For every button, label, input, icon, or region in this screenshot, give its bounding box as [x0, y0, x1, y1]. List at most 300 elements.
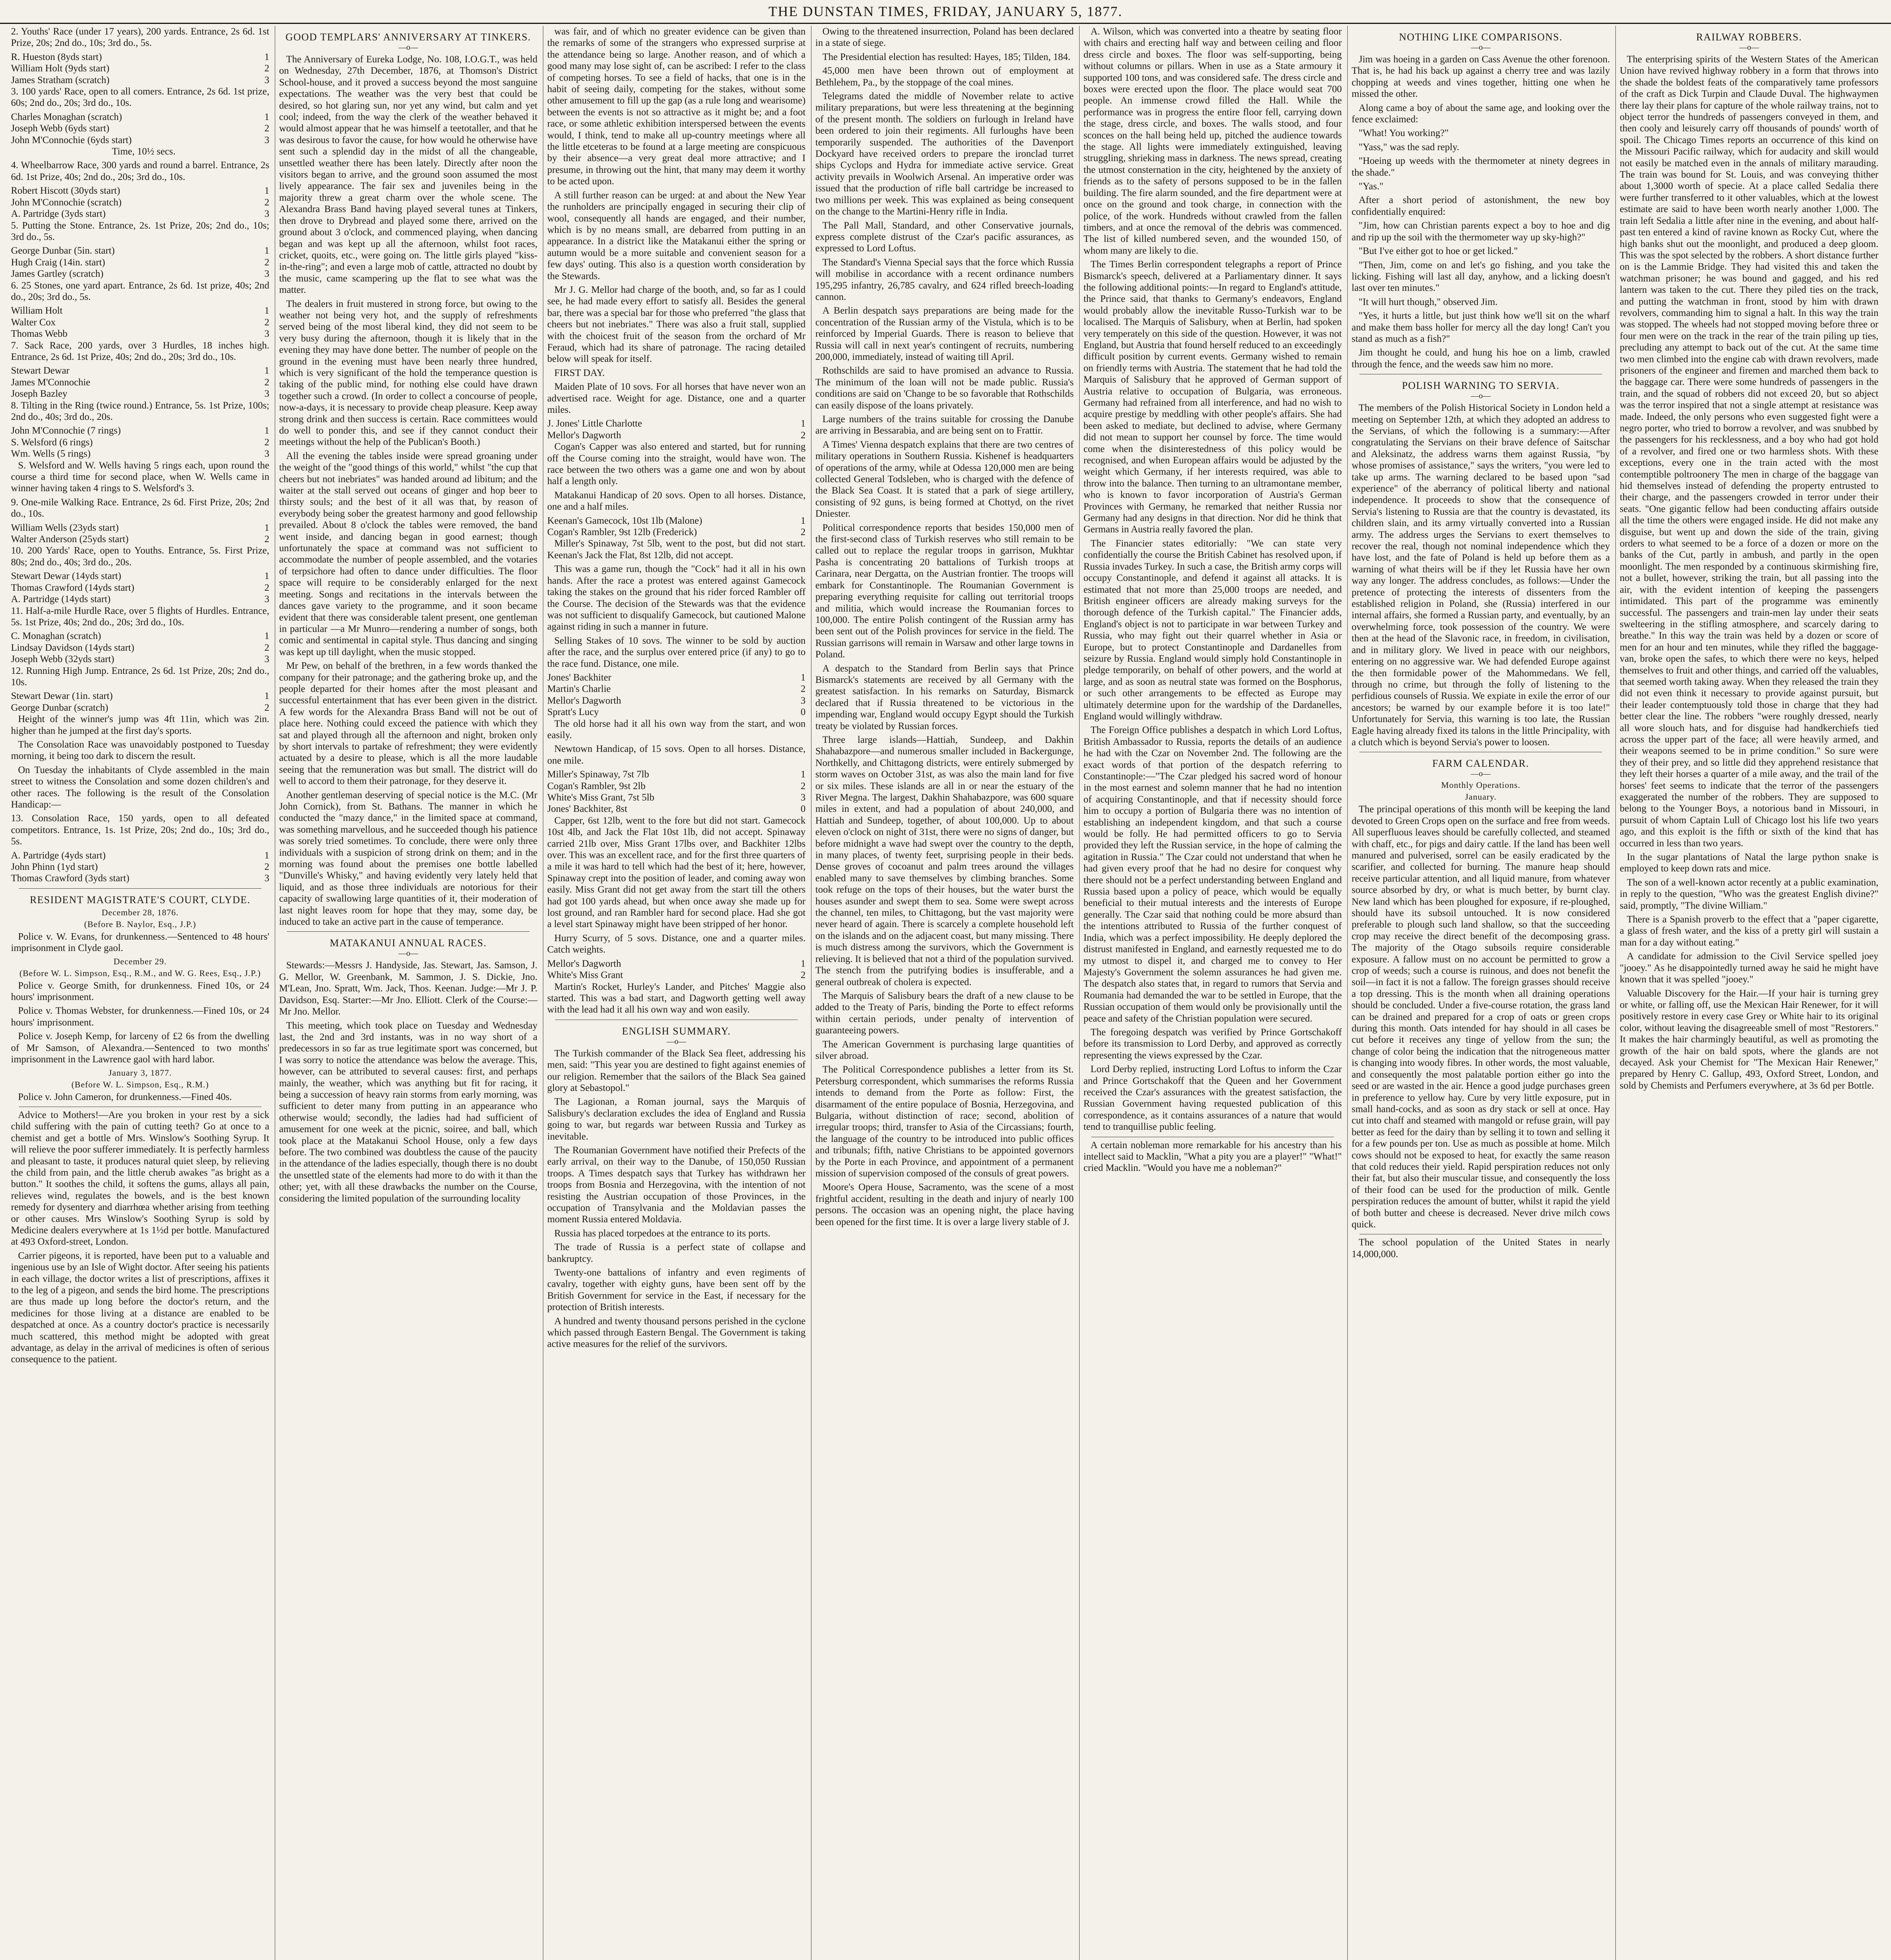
- race-heading: 4. Wheelbarrow Race, 300 yards and round a barrel. Entrance, 2s 6d. 1st Prize, 40s; 2nd do., 20s; 3rd do., 10s.: [11, 160, 269, 182]
- result-entry: [11, 208, 269, 220]
- article-paragraph: The dealers in fruit mustered in strong force, but owing to the weather not being very hot, and the supply of refreshments served being of the most liberal kind, they did not seem to be very busy during the afternoon, though it is likely that in the evening they may have done better. The number of people on the ground in the evening must have been nearly three hundred, which is very significant of the hold the temperance question is taking of the public mind, for nothing else could have drawn together such a crowd. (In order to collect a concourse of people, now-a-days, it is necessary to provide cheap pleasure. Keep away strong drink and then success is certain. Race committees would do well to ponder this, and see if they cannot conduct their meetings without the help of the Publican's Booth.): [279, 298, 537, 448]
- result-list: [11, 690, 269, 713]
- entrant-name: John M'Connochie (6yds start): [11, 134, 132, 145]
- result-entry: [11, 328, 269, 339]
- article-paragraph: The American Government is purchasing large quantities of silver abroad.: [815, 1039, 1074, 1061]
- result-entry: [11, 377, 269, 388]
- placing: 2: [800, 527, 806, 538]
- race-heading: 12. Running High Jump. Entrance, 2s 6d. 1st Prize, 20s; 2nd do., 10s.: [11, 665, 269, 688]
- column-6: [1348, 26, 1616, 1960]
- court-case: Police v. John Cameron, for drunkenness.—Fined 40s.: [18, 1091, 232, 1102]
- article-body: [547, 441, 806, 512]
- article-paragraph: A certain nobleman more remarkable for his ancestry than his intellect said to Macklin, "What a pity you are a player!" "What!" cried Macklin. "Would you have me a nobleman?": [1083, 1140, 1342, 1174]
- result-entry: [11, 63, 269, 74]
- result-entry: [11, 437, 269, 448]
- result-list: [547, 958, 806, 981]
- advertisement: Advice to Mothers!—Are you broken in your rest by a sick child suffering with the pain of cutting teeth? Go at once to a chemist and get a bottle of Mrs. Winslow's Soothing Syrup. It will relieve the poor sufferer immediately. It is perfectly harmless and pleasant to taste, it produces natural quiet sleep, by relieving the child from pain, and the little cherub awakes "as bright as a button." It soothes the child, it softens the gums, allays all pain, relieves wind, regulates the bowels, and is the best known remedy for dysentery and diarrhœa whether arising from teething or other causes. Mrs Winslow's Soothing Syrup is sold by Medicine dealers everywhere at 1s 1½d per bottle. Manufactured at 493 Oxford-street, London.: [11, 1109, 269, 1247]
- result-entry: [11, 185, 269, 196]
- result-entry: [547, 526, 806, 538]
- result-list: [11, 245, 269, 279]
- placing: 1: [264, 245, 269, 256]
- article-paragraph: The principal operations of this month will be keeping the land devoted to Green Crops open on the surface and free from weeds. All superfluous leaves should be carefully collected, and steamed with chaff, etc., for pigs and dairy cattle. If the land has been well manured and pulverised, sorrel can be easily eradicated by the scarifier, and collected for burning. The manure heap should receive particular attention, and all liquid manure, from whatever source absorbed by dry, or what is much better, by burnt clay. New land which has been ploughed for exposure, if re-ploughed, should have its subsoil untouched. It is now considered preferable to plough such land shallow, so that the succeeding crop may receive the direct benefit of the decomposing grass. The majority of the Otago subsoils require considerable exposure. A fallow must on no account be permitted to grow a crop of weeds; such a course is ruinous, and does not benefit the soil—in fact it is not a fallow. The foreign grasses should receive a top dressing. This is the month when all draining operations should be concluded. Under a five-course rotation, the grass land can be drained and prepared for a crop of oats or green crops during this month. Oats intended for hay should in all cases be cut before it receives any tinge of yellow from the sun; the change of color being the indication that the nitrogeneous matter is changing into woody fibres. In other words, the most valuable, and consequently the most palatable portion either go into the seed or are wasted in the air. Hence a good judge purchases green in preference to yellow hay. Cure by very little exposure, put in small hand-cocks, and as soon as dry stack or sell at once. Hay cut into chaff and steamed with mangold or refuse grain, will pay better as feed for the dairy than by selling it to town and selling it for a few pounds per ton. Use as much as possible at home. Milch cows should not be exposed to heat, for exactly the same reason that cold reduces their yield. Rapid perspiration reduces not only their fat, but also their muscular tissue, and consequently the loss of their food can be used for the production of milk. Gentle perspiration reduces the amount of butter, whilst it rapid the yield of both butter and cheese is decreased. Never drive milch cows quick.: [1352, 804, 1610, 1230]
- entrant-name: Thomas Webb: [11, 328, 68, 339]
- entrant-name: Stewart Dewar (1in. start): [11, 691, 113, 702]
- result-entry: [547, 515, 806, 526]
- article-paragraph: Cogan's Capper was also entered and started, but for running off the Course coming into the straight, would have won. The race between the two others was a game one and won by about half a length only.: [547, 441, 806, 487]
- result-list: [11, 365, 269, 399]
- race-heading: 3. 100 yards' Race, open to all comers. Entrance, 2s 6d. 1st prize, 60s; 2nd do., 20s; 3rd do., 10s.: [11, 86, 269, 109]
- result-list: [547, 769, 806, 815]
- article-paragraph: The Pall Mall, Standard, and other Conservative journals, express complete distrust of the Czar's pacific assurances, as expressed to Lord Loftus.: [815, 220, 1074, 254]
- result-entry: [547, 672, 806, 683]
- result-entry: [11, 642, 269, 653]
- result-entry: [547, 418, 806, 429]
- entrant-name: William Holt (9yds start): [11, 63, 110, 74]
- result-entry: [11, 305, 269, 316]
- entrant-name: Cogan's Rambler, 9st 12lb (Frederick): [547, 527, 697, 538]
- sub-heading: January.: [1465, 792, 1497, 802]
- court-case: Police v. Thomas Webster, for drunkenness.—Fined 10s, or 24 hours' imprisonment.: [11, 1005, 269, 1028]
- placing: 1: [264, 522, 269, 533]
- article-body: [547, 718, 806, 767]
- placing: 3: [264, 448, 269, 459]
- article-paragraph: The trade of Russia is a perfect state of collapse and bankruptcy.: [547, 1242, 806, 1264]
- article-paragraph: was fair, and of which no greater evidence can be given than the remarks of some of the strangers who expressed surprise at the attendance being so large. Another reason, and of which a good many may lose sight of, can be ascribed: I refer to the class of competing horses. To see a field of hacks, that one is in the habit of seeing daily, competing for the stakes, without some other amusement to fill up the gap (as a rule long and wearisome) between the events is not so attractive as it might be; and a foot race, or some athletic exhibition interspersed between the events would, I think, tend to make all up-country meetings where all the little etceteras to be found at a large meeting are conspicuous by their absence—a very great deal more attractive; and I presume, in throwing out the hint, that many may deem it worthy to be acted upon.: [547, 26, 806, 187]
- result-entry: [11, 873, 269, 884]
- entrant-name: Mellor's Dagworth: [547, 430, 621, 441]
- column-1: [7, 26, 275, 1960]
- race-heading: 10. 200 Yards' Race, open to Youths. Entrance, 5s. First Prize, 80s; 2nd do., 40s; 3rd do., 20s.: [11, 545, 269, 568]
- placing: 1: [264, 185, 269, 196]
- article-paragraph: Maiden Plate of 10 sovs. For all horses that have never won an advertised race. Weight for age. Distance, one and a quarter miles.: [547, 381, 806, 415]
- placing: 2: [264, 862, 269, 873]
- article-paragraph: Jim was hoeing in a garden on Cass Avenue the other forenoon. That is, he had his back up against a cherry tree and was lazily chopping at weeds and vines together, hitting one when he missed the other.: [1352, 54, 1610, 100]
- entrant-name: Lindsay Davidson (14yds start): [11, 642, 134, 653]
- article-paragraph: Three large islands—Hattiah, Sundeep, and Dakhin Shahabazpore—and numerous smaller included in Backergunge, Northkelly, and Chittagong districts, were entirely submerged by storm waves on October 31st, as was also the main land for five or six miles. These islands are all in or near the estuary of the River Megna. The largest, Dakhin Shahabazpore, was 600 square miles in extent, and had a population of about 240,000, and Hattiah and Sundeep, together, of about 100,000. Up to about eleven o'clock on night of 31st, there were no signs of danger, but before midnight a wave had swept over the country to the depth, in many places, of twenty feet, surprising people in their beds. Dense groves of cocoanut and palm trees around the villages enabled many to save themselves by climbing branches. Some took refuge on the tops of their houses, but the water burst the houses asunder and swept them to sea. Some were swept across the channel, ten miles, to Chittagong, but the vast majority were never heard of again. There is scarcely a complete household left on the islands and on the adjacent coast, but many missing. There is much distress among the survivors, which the Government is relieving. It is believed that not a third of the population survived. The stench from the putrifying bodies is insufferable, and a general outbreak of cholera is expected.: [815, 734, 1074, 987]
- section-heading: RESIDENT MAGISTRATE'S COURT, CLYDE.: [30, 894, 250, 906]
- article-paragraph: This meeting, which took place on Tuesday and Wednesday last, the 2nd and 3rd instants, was in no way short of a predecessors in so far as true legitimate sport was concerned, but I was sorry to notice the attendance was below the average. This, however, can be attributed to several causes: first, and perhaps mainly, the weather, which was anything but fit for racing, it being a succession of heavy rain storms from early morning, was sufficient to deter many from putting in an appearance who otherwise would; secondly, the ladies had had sufficient of amusement for one week at the picnic, soiree, and ball, which took place at the Matakanui School House, only a few days before. The two combined was doubtless the cause of the paucity in the attendance of the ladies especially, though there is no doubt the unsettled state of the elements had more to do with it than the other; yet, with all these drawbacks the number on the Course, considering the limited population of the surrounding locality: [279, 1020, 537, 1204]
- article-paragraph: "What! You working?": [1359, 128, 1449, 139]
- placing: 3: [264, 269, 269, 279]
- result-entry: [11, 134, 269, 146]
- result-entry: [11, 690, 269, 702]
- placing: 0: [800, 707, 806, 718]
- court-case: Police v. George Smith, for drunkenness. Fined 10s, or 24 hours' imprisonment.: [11, 980, 269, 1003]
- article-body: [547, 1048, 806, 1350]
- placing: 2: [800, 430, 806, 441]
- placing: 2: [264, 63, 269, 74]
- race-note: Height of the winner's jump was 4ft 11in, which was 2in. higher than he jumped at the first day's sports.: [11, 714, 269, 736]
- entrant-name: Mellor's Dagworth: [547, 958, 621, 969]
- entrant-name: George Dunbar (scratch): [11, 702, 109, 713]
- placing: 1: [800, 958, 806, 969]
- article-body: [1620, 54, 1878, 1091]
- article-body: [1352, 54, 1610, 370]
- masthead: [0, 0, 1891, 24]
- section-heading: GOOD TEMPLARS' ANNIVERSARY AT TINKERS.: [285, 31, 531, 43]
- article-paragraph: The enterprising spirits of the Western States of the American Union have revived highway robbery in a form that throws into the shade the boldest feats of the comparatively tame professors of the craft as Dick Turpin and Claude Duval. The highwaymen there lay their plans for capture of the whole railway trains, not to object terror the hundreds of passengers conveyed in them, and then cooly and leisurely carry off thousands of pounds' worth of spoil. The Chicago Times reports an occurrence of this kind on the Missouri Pacific railway, which for audacity and skill would not easily be matched even in the annals of military marauding. The train was bound for St. Louis, and was conveying thither about 1,3000 worth of specie. At a place called Sedalia there were further transferred to it other valuables, which at the lowest estimate are said to have been worth nearly another 1,000. The train left Sedalia a little after nine in the evening, and about half-past ten entered a kind of ravine known as Rocky Cut, where the high banks shut out the moonlight, and produced a deep gloom. This was the spot selected by the robbers. A short distance further on is the Lammie Bridge. They had visited this and taken the watchman prisoner; he was bound and gagged, and his red lantern was taken to the cut. There they piled ties on the track, and putting the watchman in front, stood by him with drawn revolvers, commanding him to signal a halt. In this way the train was stopped. The wheels had not stopped moving before three or four men were on the track in the rear of the train piling up ties, precluding any attempt to back out of the cut. At the same time two men climbed into the engine cab with drawn revolvers, made prisoners of the engineer and firemen and marched them back to the baggage car. There were some hundreds of passengers in the train, and the squad of robbers did not exceed 20, but so abject was the terror inspired that not a single attempt at resistance was made. Indeed, the only persons who even suggested fight were a negro porter, who tried to borrow a revolver, and was snubbed by the passengers for his recklessness, and a boy who had got hold of a revolver, and fired one or two harmless shots. With these exceptions, every one in the train acted with the most contemptible poltroonery The men in charge of the baggage van hid themselves instead of defending the property entrusted to their charge, and the passengers crowded in terror under their seats. "One gigantic fellow had been conducting affairs outside all the time the others were engaged inside. He did not make any disguise, but went up and down the side of the train, giving orders to what seemed to be a force of a dozen or more on the banks of the Cut, partly in ambush, and partly in the open moonlight. The men responded by a continuous skirmishing fire, not a bullet, however, striking the train, but all passing into the air, with the evident intention of keeping the passengers intimidated. This part of the programme was eminently successful. The passengers and train-men lay under their seats swelteering in the stifling atmosphere, and scarcely daring to breathe." In this way the train was held by a dozen or score of men for an hour and ten minutes, while they rifled the baggage-van, broke open the safes, to which there were no keys, helped themselves to fruit and other things, and carried off the valuables, that seemed worth taking away. When they released the train they did not even think it necessary to provide against pursuit, but their leader contemptuously told those in charge that they had better clear the line. The robbers "were roughly dressed, nearly all wore slouch hats, and for disguise had handkerchiefs tied across the upper part of the face; all were heavily armed, and their weapons seemed to be in prime condition." So sure were they of their prey, and so little did they apprehend resistance that they left their horses a quarter of a mile away, and the trail of the horses' feet seems to indicate that the terror of the passengers exaggerated the number of the robbers. They are supposed to belong to the Younger Boys, a notorious band in Missouri, in pursuit of whom Captain Lull of Chicago lost his life two years ago, and this exploit is the fifth or sixth of the kind that has occurred in less than two years.: [1620, 54, 1878, 849]
- article-paragraph: Stewards:—Messrs J. Handyside, Jas. Stewart, Jas. Samson, J. G. Mellor, W. Greenbank, M. Sammon, J. S. Dickie, Jno. M'Lean, Jno. Spratt, Wm. Jack, Thos. Keenan. Judge:—Mr J. P. Davidson, Esq. Starter:—Mr Jno. Elliott. Clerk of the Course:—Mr Jno. Mellor.: [279, 960, 537, 1017]
- article-paragraph: A Times' Vienna despatch explains that there are two centres of military operations in Southern Russia. Kishenef is headquarters of operations of the army, while at Odessa 120,000 men are being collected General Todsleben, who is charged with the defence of the Black Sea Coast. It is stated that a park of siege artillery, consisting of 92 guns, is being formed at Chottyd, on the rivet Dniester.: [815, 439, 1074, 519]
- race-heading: 7. Sack Race, 200 yards, over 3 Hurdles, 18 inches high. Entrance, 2s 6d. 1st Prize, 40s; 2nd do., 20s; 3rd do., 10s.: [11, 340, 269, 362]
- result-entry: [547, 803, 806, 815]
- article-paragraph: Rothschilds are said to have promised an advance to Russia. The minimum of the loan will not be made public. Russia's conditions are said on 'Change to be so favorable that Rothschilds can easily dispose of the loans privately.: [815, 365, 1074, 411]
- article-paragraph: Telegrams dated the middle of November relate to active military preparations, but were less threatening at the beginning of the present month. The soldiers on furlough in Ireland have been ordered to join their regiments. All furloughs have been temporarily suspended. The authorities of the Davenport Dockyard have received orders to prepare the ironclad turret ships Cyclops and Hydra for immediate active service. Great activity prevails in Woolwich Arsenal. An imperative order was issued that the production of rifle ball cartridge be increased to two millions per week. This was explained as being consequent on the change to the Martini-Henry rifle in India.: [815, 91, 1074, 217]
- article-body: [1352, 804, 1610, 1230]
- entrant-name: Thomas Crawford (3yds start): [11, 873, 130, 884]
- entrant-name: Hugh Craig (14in. start): [11, 257, 105, 268]
- article-paragraph: A despatch to the Standard from Berlin says that Prince Bismarck's statements are received by all Germany with the greatest satisfaction. In his remarks on Saturday, Bismarck declared that if Russia threatened to be victorious in the impending war, England would occupy Egypt should the Turkish treaty be violated by Russian forces.: [815, 663, 1074, 731]
- entrant-name: William Wells (23yds start): [11, 522, 119, 533]
- column-2: [275, 26, 543, 1960]
- placing: 2: [800, 970, 806, 981]
- race-heading: 9. One-mile Walking Race. Entrance, 2s 6d. First Prize, 20s; 2nd do., 10s.: [11, 497, 269, 519]
- column-5: [1080, 26, 1348, 1960]
- entrant-name: Joseph Webb (6yds start): [11, 123, 109, 134]
- result-entry: [11, 534, 269, 545]
- court-case: Police v. W. Evans, for drunkenness.—Sentenced to 48 hours' imprisonment in Clyde gaol.: [11, 931, 269, 954]
- article-paragraph: "It will hurt though," observed Jim.: [1359, 296, 1498, 307]
- result-list: [11, 51, 269, 86]
- article-paragraph: "Yass," was the sad reply.: [1359, 142, 1459, 152]
- placing: 3: [800, 695, 806, 706]
- result-entry: [11, 702, 269, 713]
- article-paragraph: The Standard's Vienna Special says that the force which Russia will mobilise in accordance with a recent ordinance numbers 195,295 infantry, 26,785 cavalry, and 624 rifled breech-loading cannon.: [815, 257, 1074, 302]
- result-entry: [11, 570, 269, 582]
- race-heading: 5. Putting the Stone. Entrance, 2s. 1st Prize, 20s; 2nd do., 10s; 3rd do., 5s.: [11, 220, 269, 242]
- result-entry: [11, 653, 269, 665]
- article-paragraph: Valuable Discovery for the Hair.—If your hair is turning grey or white, or falling off, use the Mexican Hair Renewer, for it will positively restore in every case Grey or White hair to its original color, without leaving the disagreeable smell of most "Restorers." It makes the hair charmingly beautiful, as well as promoting the growth of the hair on bald spots, where the glands are not decayed. Ask your Chemist for "The Mexican Hair Renewer," prepared by Henry C. Gallup, 493, Oxford Street, London, and sold by Chemists and Perfumers everywhere, at 3s 6d per Bottle.: [1620, 988, 1878, 1091]
- article-paragraph: A candidate for admission to the Civil Service spelled joey "jooey." As he disappointedly turned away he said he might have known that it was spelled "jooey.": [1620, 951, 1878, 985]
- article-paragraph: "But I've either got to hoe or get licked.": [1359, 246, 1518, 257]
- heading-ornament: —o—: [398, 949, 418, 958]
- section-heading: FARM CALENDAR.: [1432, 758, 1530, 769]
- article-paragraph: FIRST DAY.: [554, 367, 605, 378]
- article-paragraph: The school population of the United States in nearly 14,000,000.: [1352, 1237, 1610, 1259]
- placing: 3: [800, 792, 806, 803]
- placing: 3: [264, 209, 269, 220]
- entrant-name: Jones' Backhiter, 8st: [547, 804, 628, 815]
- heading-ornament: —o—: [1471, 43, 1491, 52]
- placing: 2: [264, 123, 269, 134]
- article-body: [279, 54, 537, 927]
- entrant-name: Jones' Backhiter: [547, 672, 612, 683]
- sub-heading: Monthly Operations.: [1441, 780, 1521, 790]
- entrant-name: Martin's Charlie: [547, 684, 611, 695]
- court-date: December 28, 1876.: [102, 907, 179, 917]
- placing: 2: [264, 197, 269, 208]
- race-heading: 11. Half-a-mile Hurdle Race, over 5 flights of Hurdles. Entrance, 5s. 1st Prize, 40s; 2nd do., 20s; 3rd do., 10s.: [11, 605, 269, 628]
- result-entry: [11, 365, 269, 376]
- entrant-name: White's Miss Grant: [547, 970, 623, 981]
- article-paragraph: "Yas.": [1359, 181, 1384, 192]
- article-paragraph: The Marquis of Salisbury bears the draft of a new clause to be added to the Treaty of Paris, binding the Porte to effect reforms within certain periods, under penalty of intervention of guaranteeing powers.: [815, 990, 1074, 1036]
- heading-ornament: —o—: [1739, 43, 1759, 52]
- article-body: [547, 981, 806, 1016]
- race-heading: 8. Tilting in the Ring (twice round.) Entrance, 5s. 1st Prize, 100s; 2nd do., 40s; 3rd do., 20s.: [11, 400, 269, 422]
- article-paragraph: Mr J. G. Mellor had charge of the booth, and, so far as I could see, he had made every effort to satisfy all. Besides the general bar, there was a special bar for those who preferred "the glass that cheers but not inebriates." There was also a fruit stall, supplied with the choicest fruit of the season from the orchard of Mr Feraud, which had its share of patronage. The racing detailed below will speak for itself.: [547, 284, 806, 365]
- result-entry: [11, 850, 269, 861]
- column-7: [1616, 26, 1884, 1960]
- entrant-name: A. Partridge (3yds start): [11, 209, 106, 220]
- article-paragraph: Carrier pigeons, it is reported, have been put to a valuable and ingenious use by an Isle of Wight doctor. After seeing his patients in each village, the doctor writes a list of prescriptions, affixes it to the leg of a pigeon, and sends the bird home. The prescriptions are thus made up long before the doctor's return, and the medicines for those living at a distance are enabled to be despatched at once. As a country doctor's practice is necessarily much scattered, this method might be adopted with great advantage, as delay in the arrival of medicines is often of serious consequence to the patient.: [11, 1250, 269, 1365]
- article-paragraph: Political correspondence reports that besides 150,000 men of the first-second class of Turkish reserves who still remain to be called out to replace the regular troops in garrison, Mukhtar Pasha is concentrating 20 battalions of Turkish troops at Carinara, near Dergatta, on the Austrian frontier. The troops will embark for Constantinople. The Roumanian Government is preparing everything requisite for calling out territorial troops and militia, which would increase the Roumanian forces to 100,000. The entire Polish contingent of the Russian army has been sent out of the Polish provinces for service in the field. The Russian garrisons will remain in Warsaw and other large towns in Poland.: [815, 522, 1074, 660]
- article-paragraph: The Times Berlin correspondent telegraphs a report of Prince Bismarck's speech, delivered at a Parliamentary dinner. It says the following additional points:—In regard to England's attitude, the Prince said, that thanks to Germany's endeavors, England would probably allow the inevitable Russo-Turkish war to be localised. The Marquis of Salisbury, when at Berlin, had spoken very temperately on this side of the question. However, it was not England, but Austria that found herself reduced to an exceedingly difficult position by current events. Germany wished to remain on friendly terms with Austria. The statement that he had told the Marquis of Salisbury that he approved of German support of Austria relative to occupation of Bulgaria, was erroneous. Germany had refrained from all interference, and had no wish to acquire prestige by meddling with other people's affairs. She had been asked to mediate, but declined to advise, where Germany did not mean to support her counsel by force. The time would come when the disinterestedness of this policy would be recognised, and when European affairs would be adjusted by the weight which Germany, if her interests required, was able to throw into the balance. Then turning to an ultramontane member, who is known to favor incorporation of Austria's German Provinces with Germany, he remarked that neither Russia nor Germany had any designs in that direction. Nor did he think that Germans in Austria really favored the plan.: [1083, 259, 1342, 535]
- result-entry: [547, 695, 806, 706]
- placing: 2: [264, 257, 269, 268]
- article-paragraph: A hundred and twenty thousand persons perished in the cyclone which passed through Eastern Bengal. The Government is taking active measures for the relief of the survivors.: [547, 1316, 806, 1350]
- entrant-name: Cogan's Rambler, 9st 2lb: [547, 780, 646, 791]
- article-paragraph: "Then, Jim, come on and let's go fishing, and you take the licking. Fishing will last all day, anyhow, and a licking doesn't last over ten minutes.": [1352, 260, 1610, 294]
- placing: 2: [264, 534, 269, 545]
- article-paragraph: The Foreign Office publishes a despatch in which Lord Loftus, British Ambassador to Russia, reports the details of an audience he had with the Czar on November 2nd. The following are the exact words of that portion of the despatch referring to Constantinople:—"The Czar pledged his sacred word of honour in the most earnest and solemn manner that he had no intention of acquiring Constantinople, and that if necessity should force him to occupy a portion of Bulgaria there was no intention of establishing an independent kingdom, and that such a course would be folly. He had permitted officers to go to Servia provided they left the Russian service, in the hope of calming the agitation in Russia." The Czar could not understand that when he had given every proof that he had no desire for conquest why there should not be a perfect understanding between England and Russia based upon a policy of peace, which would be equally beneficial to their mutual interests and the interests of Europe generally. The Czar said that nothing could be more absurd than the intentions attributed to Russia of the further conquest of India, which was a perfect impossibility. He deeply deplored the distrust manifested in England, and earnestly requested me to do my utmost to dispel it, and charged me to convey to Her Majesty's Government the solemn assurances he had given me. The despatch also states that, in regard to rumors that Servia and Roumania had demanded the war to be settled in Europe, that the Russian occupation of them would only be provisionally until the peace and safety of the Christian population were secured.: [1083, 725, 1342, 1024]
- heading-ornament: —o—: [1471, 769, 1491, 779]
- result-entry: [11, 630, 269, 642]
- article-paragraph: "Jim, how can Christian parents expect a boy to hoe and dig and rip up the soil with the thermometer way up sky-high?": [1352, 220, 1610, 243]
- entrant-name: Mellor's Dagworth: [547, 695, 621, 706]
- placing: 3: [264, 594, 269, 605]
- result-list: [11, 425, 269, 459]
- article-paragraph: The Anniversary of Eureka Lodge, No. 108, I.O.G.T., was held on Wednesday, 27th December, 1876, at Thomson's District School-house, and it proved a success beyond the most sanguine expectations. The weather was the very best that could be desired, so hot glaring sun, nor yet any wind, but calm and yet cool; indeed, from the way the clerk of the weather behaved it would almost appear that he was himself a teetotaller, and that he was desirous to favor the cause, for how would he otherwise have sent such a splendid day in the midst of all the changeable, unsettled weather there has been lately. Directly after noon the visitors began to arrive, and the ground soon assumed the most lively appearance. The fair sex and juveniles being in the majority threw a great charm over the whole scene. The Alexandra Brass Band having played several tunes at Tinkers, then drove to Drybread and played some there, arrived on the ground about 3 o'clock, and commenced playing, when dancing began and was kept up all the afternoon, whilst foot races, cricket, quoits, etc., were going on. The little girls played "kiss-in-the-ring"; and even a large mob of cattle, attracted no doubt by the music, came scampering up the flat to see what was the matter.: [279, 54, 537, 296]
- result-entry: [547, 969, 806, 981]
- entrant-name: Charles Monaghan (scratch): [11, 111, 122, 122]
- result-entry: [547, 792, 806, 803]
- result-list: [11, 570, 269, 605]
- result-entry: [11, 522, 269, 534]
- entrant-name: Stewart Dewar (14yds start): [11, 571, 122, 582]
- article-paragraph: The Financier states editorially: "We can state very confidentially the course the British Cabinet has resolved upon, if Russia invades Turkey. In such a case, the British army corps will occupy Constantinople, and defend it against all attacks. It is estimated that not more than 25,000 troops are needed, and British engineer officers are already making surveys for the thorough defence of the Turkish capital." The Financier adds, England's object is not to participate in war between Turkey and Russia, who may fight out their quarrel whether in Asia or Europe, but to protect Constantinople and Dardanelles from seizure by Russia. England would simply hold Constantinople in pledge temporarily, on behalf of other powers, and the world at large, and as soon as neutral state was formed on the Bosphorus, or such other arrangements to be effected as Europe may ultimately determine upon for the wardship of the Dardanelles, England would willingly withdraw.: [1083, 538, 1342, 722]
- placing: 1: [800, 672, 806, 683]
- article-paragraph: Newtown Handicap, of 15 sovs. Open to all horses. Distance, one mile.: [547, 744, 806, 766]
- entrant-name: William Holt: [11, 305, 63, 316]
- entrant-name: Miller's Spinaway, 7st 7lb: [547, 769, 649, 780]
- race-heading: 6. 25 Stones, one yard apart. Entrance, 2s 6d. 1st prize, 40s; 2nd do., 20s; 3rd do., 5s.: [11, 280, 269, 302]
- race-note: The Consolation Race was unavoidably postponed to Tuesday morning, it being too dark to discern the result.: [11, 739, 269, 762]
- placing: 1: [264, 51, 269, 62]
- placing: 2: [264, 437, 269, 448]
- article-paragraph: Lord Derby replied, instructing Lord Loftus to inform the Czar and Prince Gortschakoff that the Queen and her Government received the Czar's assurances with the greatest satisfaction, the Russian Government having requested publication of this correspondence, as it contains assurances of a nature that would tend to tranquillise public feeling.: [1083, 1064, 1342, 1132]
- article-paragraph: The son of a well-known actor recently at a public examination, in reply to the question, "Who was the greatest English divine?" said, promptly, "The divine William.": [1620, 877, 1878, 911]
- placing: 2: [800, 684, 806, 695]
- placing: 1: [264, 571, 269, 582]
- article-paragraph: Miller's Spinaway, 7st 5lb, went to the post, but did not start. Keenan's Jack the Flat, 8st 12lb, did not accept.: [547, 538, 806, 561]
- result-entry: [11, 425, 269, 436]
- entrant-name: James M'Connochie: [11, 377, 91, 388]
- result-entry: [547, 430, 806, 441]
- placing: 2: [264, 377, 269, 388]
- result-entry: [547, 683, 806, 695]
- article-paragraph: Moore's Opera House, Sacramento, was the scene of a most frightful accident, resulting in the death and injury of nearly 100 persons. The occasion was an opening night, the place having been opened for the first time. It is over a large livery stable of J.: [815, 1182, 1074, 1227]
- article-paragraph: The old horse had it all his own way from the start, and won easily.: [547, 718, 806, 740]
- entrant-name: Walter Anderson (25yds start): [11, 534, 129, 545]
- placing: 3: [264, 328, 269, 339]
- article-paragraph: Martin's Rocket, Hurley's Lander, and Pitches' Maggie also started. This was a bad start, and Dagworth getting well away with the lead had it all his own way and won easily.: [547, 981, 806, 1015]
- result-entry: [547, 769, 806, 780]
- placing: 3: [264, 388, 269, 399]
- article-body: [547, 26, 806, 416]
- result-list: [11, 111, 269, 146]
- placing: 1: [800, 418, 806, 429]
- entrant-name: Wm. Wells (5 rings): [11, 448, 91, 459]
- entrant-name: Robert Hiscott (30yds start): [11, 185, 120, 196]
- heading-ornament: —o—: [666, 1037, 686, 1046]
- placing: 3: [264, 74, 269, 85]
- article-paragraph: The members of the Polish Historical Society in London held a meeting on September 12th, at which they adopted an address to the Servians, of which the following is a summary:—After congratulating the Servians on their brave defence of Saitschar and Aleksinatz, the address warns them against Russia, "by whose promises of assistance," says the writers, "you were led to take up arms. The warning declared to be based upon "sad experience" of the aberrancy of political liberty and national independence. It proceeds to show that the consequence of Servia's listening to Russia are that the country is devastated, its children slain, and its army virtually converted into a Russian army. The address urges the Servians to exert themselves to recover the real, though not nominal independence which they have lost, and the fate of Poland is held up before them as a warning of what theirs will be if they let Russia have her own way any longer. The address concludes, as follows:—Under the pretence of protecting the interests of dissenters from the established religion in Poland, she (Russia) interfered in our internal affairs, she formed a Russian party, and eventually, by an overwhelming force, took possession of the country. We were then at the head of the Slavonic race, in freedom, in civilisation, and in military glory. We lived in peace with our neighbors, entering on no aggressive war. We had defended Europe against the then formidable power of the Mahommedans. We fell, through no crime, but through the folly of listening to the perfidious counsels of Russia. We expiate in exile the error of our ancestors; be warned by our example before it is too late!" Unfortunately for Servia, this warning is too late, the Russian Eagle having already fixed its talons in the little Principality, with a clutch which is beyond Servia's power to loosen.: [1352, 403, 1610, 748]
- article-body: [815, 26, 1074, 1228]
- entrant-name: A. Partridge (14yds start): [11, 594, 111, 605]
- result-entry: [547, 706, 806, 718]
- entrant-name: Stewart Dewar: [11, 365, 70, 376]
- result-list: [11, 850, 269, 884]
- entrant-name: Spratt's Lucy: [547, 707, 599, 718]
- result-list: [547, 515, 806, 538]
- result-entry: [11, 388, 269, 399]
- result-entry: [547, 780, 806, 792]
- section-heading: MATAKANUI ANNUAL RACES.: [330, 937, 487, 949]
- article-paragraph: Owing to the threatened insurrection, Poland has been declared in a state of siege.: [815, 26, 1074, 49]
- entrant-name: Joseph Bazley: [11, 388, 67, 399]
- article-paragraph: Mr Pew, on behalf of the brethren, in a few words thanked the company for their patronage; and the gathering broke up, and the people departed for their homes after the most pleasant and successful entertainment that has ever been given in the district. A few words for the Alexandra Brass Band will not be out of place here. Nothing could exceed the patience with which they sat and played through all the afternoon and night, broken only by short intervals to partake of refreshment; they were evidently actuated by a desire to please, which is all the more laudable seeing that the remuneration was but small. The district will do well to accord to them their patronage, for they deserve it.: [279, 661, 537, 787]
- placing: 2: [264, 582, 269, 593]
- race-heading: 2. Youths' Race (under 17 years), 200 yards. Entrance, 2s 6d. 1st Prize, 20s; 2nd do., 10s; 3rd do., 5s.: [11, 26, 269, 49]
- newspaper-page: [7, 26, 1884, 1960]
- result-entry: [11, 582, 269, 593]
- article-paragraph: This was a game run, though the "Cock" had it all in his own hands. After the race a protest was entered against Gamecock taking the stakes on the ground that his rider forced Rambler off the Course. The decision of the Stewards was that the evidence was not sufficient to disqualify Gamecock, but cautioned Malone against riding in such a manner in future.: [547, 564, 806, 632]
- placing: 2: [264, 642, 269, 653]
- court-bench: (Before W. L. Simpson, Esq., R.M.): [71, 1079, 209, 1089]
- article-body: [1352, 402, 1610, 748]
- placing: 1: [264, 425, 269, 436]
- placing: 1: [264, 365, 269, 376]
- article-paragraph: Capper, 6st 12lb, went to the fore but did not start. Gamecock 10st 4lb, and Jack the Flat 10st 1lb, did not accept. Spinaway carried 21lb over, Miss Grant 17lbs over, and Backhiter 12lbs over. This was an excellent race, and for the first three quarters of a mile it was hard to tell which had the best of it; here, however, Spinaway crept into the position of leader, and coming away won easily. Miss Grant did not get away from the start till the others had got 100 yards ahead, but when once away she made up for lost ground, and ran Rambler hard for second place. Had she got a level start Spinaway might have been stripped of her honor.: [547, 815, 806, 930]
- entrant-name: John M'Connochie (scratch): [11, 197, 122, 208]
- article-paragraph: Hurry Scurry, of 5 sovs. Distance, one and a quarter miles. Catch weights.: [547, 933, 806, 955]
- article-paragraph: After a short period of astonishment, the new boy confidentially enquired:: [1352, 195, 1610, 217]
- result-entry: [11, 123, 269, 134]
- result-list: [11, 522, 269, 545]
- result-list: [547, 418, 806, 441]
- article-paragraph: "Hoeing up weeds with the thermometer at ninety degrees in the shade.": [1352, 156, 1610, 178]
- placing: 1: [264, 631, 269, 642]
- article-paragraph: The foregoing despatch was verified by Prince Gortschakoff before its transmission to Lord Derby, and approved as correctly representing the views expressed by the Czar.: [1083, 1027, 1342, 1061]
- result-list: [547, 672, 806, 718]
- court-date: January 3, 1877.: [108, 1067, 172, 1078]
- column-3: [543, 26, 811, 1960]
- article-paragraph: In the sugar plantations of Natal the large python snake is employed to keep down rats and mice.: [1620, 852, 1878, 874]
- article-paragraph: The Lagionan, a Roman journal, says the Marquis of Salisbury's declaration excludes the idea of England and Russia going to war, but regards war between Russia and Turkey as inevitable.: [547, 1096, 806, 1142]
- entrant-name: James Stratham (scratch): [11, 74, 110, 85]
- article-body: [547, 815, 806, 956]
- result-list: [11, 305, 269, 339]
- placing: 1: [800, 515, 806, 526]
- result-entry: [11, 593, 269, 605]
- entrant-name: C. Monaghan (scratch): [11, 631, 101, 642]
- heading-ornament: —o—: [1471, 392, 1491, 401]
- placing: 1: [264, 691, 269, 702]
- race-heading: 13. Consolation Race, 150 yards, open to all defeated competitors. Entrance, 1s. 1st Prize, 20s; 2nd do., 10s; 3rd do., 5s.: [11, 813, 269, 847]
- article-paragraph: "Yes, it hurts a little, but just think how we'll sit on the wharf and make them bass holler for mercy all the day long! Can't you stand as much as a fish?": [1352, 310, 1610, 344]
- entrant-name: Keenan's Gamecock, 10st 1lb (Malone): [547, 515, 702, 526]
- article-paragraph: All the evening the tables inside were spread groaning under the weight of the "good things of this world," whilst "the cup that cheers but not inebriates" was handed around ad libitum; and the waiter at the stall served out oceans of ginger and hop beer to thirsty souls; and the best of it all was that, by reason of everybody being sober the greatest harmony and good fellowship prevailed. About 8 o'clock the tables were removed, the band went inside, and dancing began in good earnest; though unfortunately the space at command was not sufficient to accommodate the number of people assembled, and the votaries of terpsichore had often to dance under difficulties. The floor space will require to be considerably enlarged for the next meeting. Songs and recitations in the intervals between the dances gave variety to the programme, and it soon became evident that there was considerable talent present, one gentleman in particular —a Mr Munro—rendering a number of songs, both comic and sentimental in capital style. Thus dancing and singing was kept up till daylight, when the music stopped.: [279, 450, 537, 657]
- result-entry: [11, 51, 269, 63]
- article-paragraph: Russia has placed torpedoes at the entrance to its ports.: [554, 1228, 771, 1239]
- article-paragraph: The Turkish commander of the Black Sea fleet, addressing his men, said: "This year you are destined to fight against enemies of our religion. Remember that the sailors of the Black Sea gained glory at Sebastopol.": [547, 1048, 806, 1093]
- entrant-name: George Dunbar (5in. start): [11, 245, 115, 256]
- article-paragraph: The Political Correspondence publishes a letter from its St. Petersburg correspondent, which summarises the reforms Russia intends to demand from the Porte as follow: First, the disarmament of the entire populace of Bosnia, Herzegovina, and Bulgaria, without distinction of race; second, abolition of irregular troops; third, transfer to Asia of the Circassians; fourth, the language of the country to be introduced into public offices and tribunals; fifth, native Christians to be appointed governors by the Porte in each Province, and appointment of a permanent mission of supervision composed of the consuls of great powers.: [815, 1064, 1074, 1179]
- result-list: [11, 185, 269, 220]
- entrant-name: S. Welsford (6 rings): [11, 437, 93, 448]
- placing: 1: [800, 769, 806, 780]
- section-heading: POLISH WARNING TO SERVIA.: [1402, 380, 1560, 392]
- article-paragraph: The Roumanian Government have notified their Prefects of the early arrival, on their way to the Danube, of 150,050 Russian troops. A Times despatch says that Turkey has withdrawn her troops from Bosnia and Herzegovina, with the intention of not resisting the Austrian occupation of those Provinces, in the occupation of Transylvania and the Moldavian passes the moment Russia entered Moldavia.: [547, 1145, 806, 1225]
- result-entry: [11, 268, 269, 279]
- entrant-name: White's Miss Grant, 7st 5lb: [547, 792, 655, 803]
- race-note: On Tuesday the inhabitants of Clyde assembled in the main street to witness the Consolation and some dozen children's and other races. The following is the result of the Consolation Handicap:—: [11, 764, 269, 810]
- entrant-name: J. Jones' Little Charlotte: [547, 418, 642, 429]
- article-body: [1083, 26, 1342, 1133]
- entrant-name: James Gartley (scratch): [11, 269, 103, 279]
- entrant-name: Walter Cox: [11, 317, 56, 328]
- section-heading: RAILWAY ROBBERS.: [1696, 31, 1802, 43]
- result-entry: [11, 74, 269, 86]
- article-paragraph: There is a Spanish proverb to the effect that a "paper cigarette, a glass of fresh water, and the kiss of a pretty girl will sustain a man for a day without eating.": [1620, 914, 1878, 948]
- article-paragraph: 45,000 men have been thrown out of employment at Bethlehem, Pa., by the stoppage of the coal mines.: [815, 65, 1074, 88]
- article-paragraph: Matakanui Handicap of 20 sovs. Open to all horses. Distance, one and a half miles.: [547, 490, 806, 512]
- section-heading: ENGLISH SUMMARY.: [622, 1025, 731, 1037]
- article-paragraph: The Presidential election has resulted: Hayes, 185; Tilden, 184.: [822, 51, 1071, 62]
- court-bench: (Before W. L. Simpson, Esq., R.M., and W. G. Rees, Esq., J.P.): [19, 968, 261, 978]
- entrant-name: Thomas Crawford (14yds start): [11, 582, 134, 593]
- result-entry: [547, 958, 806, 969]
- article-paragraph: A. Wilson, which was converted into a theatre by seating floor with chairs and erecting half way and between ceiling and floor dress circle and boxes. The floor was self-supporting, being without columns or pillars. When in use as a State armoury it supported 100 tons, and was considered safe. The dress circle and boxes were erected upon the floor. The place would seat 700 people. An immense crowd filled the Hall. While the performance was in progress the entire floor fell, carrying down the stage, dress circle, and boxes. The walls stood, and four sconces on the hall being held up, pitched the audience towards the stage. All lights were immediately extinguished, leaving struggling, shrieking mass in darkness. The news spread, creating the utmost consternation in the city, heightened by the anxiety of friends as to the safety of persons supposed to be in the fallen building. The fire alarm sounded, and the fire department were at once on the ground and took charge, in connection with the police, of the work. Hundreds without crawled from the fallen timbers, and at once the removal of the debris was commenced. The list of killed numbered seven, and the wounded 150, of whom many are likely to die.: [1083, 26, 1342, 256]
- section-heading: NOTHING LIKE COMPARISONS.: [1399, 31, 1563, 43]
- court-date: December 29.: [113, 956, 167, 966]
- result-entry: [11, 448, 269, 459]
- placing: 0: [800, 804, 806, 815]
- article-paragraph: Large numbers of the trains suitable for crossing the Danube are arriving in Bessarabia, and are being sent on to Frattir.: [815, 414, 1074, 436]
- result-entry: [11, 861, 269, 873]
- entrant-name: R. Hueston (8yds start): [11, 51, 102, 62]
- divider: [19, 888, 261, 889]
- article-paragraph: Along came a boy of about the same age, and looking over the fence exclaimed:: [1352, 102, 1610, 125]
- heading-ornament: —o—: [398, 43, 418, 52]
- result-entry: [11, 317, 269, 328]
- entrant-name: Joseph Webb (32yds start): [11, 654, 114, 665]
- entrant-name: John Phinn (1yd start): [11, 862, 98, 873]
- placing: 2: [264, 702, 269, 713]
- article-body: [547, 538, 806, 669]
- placing: 3: [264, 654, 269, 665]
- placing: 2: [264, 317, 269, 328]
- placing: 3: [264, 134, 269, 145]
- article-paragraph: Twenty-one battalions of infantry and even regiments of cavalry, together with eighty guns, have been sent off by the British Government for service in the East, if necessary for the protection of British interests.: [547, 1267, 806, 1313]
- article-paragraph: A Berlin despatch says preparations are being made for the concentration of the Russian army of the Vistula, which is to be reinforced by Imperial Guards. There is reason to believe that Russia will call in next year's contingent of recruits, numbering 200,000, immediately, instead of waiting till April.: [815, 305, 1074, 362]
- race-note: S. Welsford and W. Wells having 5 rings each, upon round the course a third time for second place, when W. Wells came in winner having taken 4 rings to S. Welsford's 3.: [11, 460, 269, 494]
- race-note: Time, 10½ secs.: [112, 146, 176, 157]
- placing: 3: [264, 873, 269, 884]
- placing: 2: [800, 780, 806, 791]
- article-paragraph: Selling Stakes of 10 sovs. The winner to be sold by auction after the race, and the surplus over entered price (if any) to go to the race fund. Distance, one mile.: [547, 635, 806, 669]
- newspaper-title: THE DUNSTAN TIMES, FRIDAY, JANUARY 5, 1877.: [768, 4, 1123, 19]
- result-entry: [11, 257, 269, 268]
- placing: 1: [264, 850, 269, 861]
- result-entry: [11, 197, 269, 208]
- result-list: [11, 630, 269, 665]
- court-bench: (Before B. Naylor, Esq., J.P.): [84, 919, 196, 929]
- entrant-name: A. Partridge (4yds start): [11, 850, 106, 861]
- divider: [287, 931, 530, 932]
- result-entry: [11, 245, 269, 256]
